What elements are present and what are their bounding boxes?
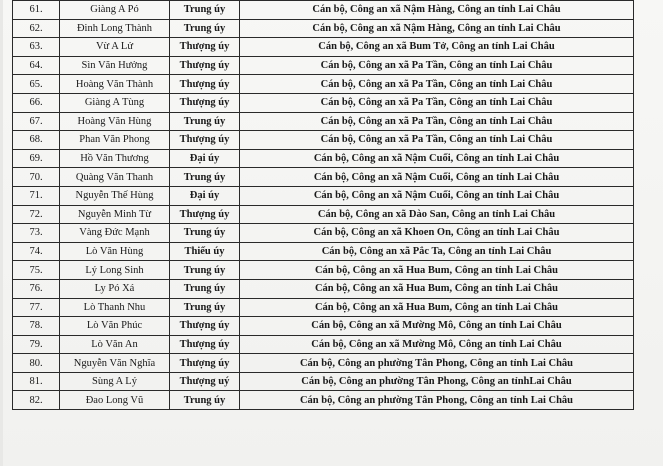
officer-rank: Thượng úy [170,75,240,94]
row-number: 65. [13,75,60,94]
scan-edge [0,0,3,466]
officer-unit: Cán bộ, Công an xã Nậm Hàng, Công an tỉnh Lai Châu [240,19,634,38]
officer-rank: Thiếu úy [170,242,240,261]
officer-name: Sìn Văn Hưởng [60,56,170,75]
officer-rank: Thượng úy [170,56,240,75]
officer-unit: Cán bộ, Công an xã Pa Tần, Công an tỉnh Lai Châu [240,112,634,131]
row-number: 78. [13,317,60,336]
officer-rank: Thượng úy [170,335,240,354]
table-row [13,1,634,20]
red-margin-mark [651,235,659,355]
officer-unit: Cán bộ, Công an xã Pắc Ta, Công an tỉnh Lai Châu [240,242,634,261]
officer-name: Giàng A Pó [60,1,170,20]
row-number: 75. [13,261,60,280]
officer-rank: Thượng úy [170,131,240,150]
table-row [13,242,634,261]
officer-rank: Thượng uý [170,372,240,391]
officer-rank: Trung úy [170,224,240,243]
table-row [13,335,634,354]
officer-unit: Cán bộ, Công an phường Tân Phong, Công an tỉnh Lai Châu [240,354,634,373]
table-row [13,93,634,112]
table-row [13,75,634,94]
officer-unit: Cán bộ, Công an phường Tân Phong, Công an tỉnhLai Châu [240,372,634,391]
officer-unit: Cán bộ, Công an phường Tân Phong, Công an tỉnh Lai Châu [240,391,634,410]
row-number: 74. [13,242,60,261]
officer-unit: Cán bộ, Công an xã Pa Tần, Công an tỉnh Lai Châu [240,75,634,94]
officer-name: Lò Văn Phúc [60,317,170,336]
table-row [13,317,634,336]
table-row [13,38,634,57]
officer-unit: Cán bộ, Công an xã Mường Mô, Công an tỉnh Lai Châu [240,317,634,336]
officer-unit: Cán bộ, Công an xã Khoen On, Công an tỉnh Lai Châu [240,224,634,243]
officer-rank: Trung úy [170,391,240,410]
table-row [13,19,634,38]
officer-rank: Trung úy [170,112,240,131]
table-row [13,168,634,187]
table-row [13,56,634,75]
row-number: 62. [13,19,60,38]
row-number: 73. [13,224,60,243]
officer-rank: Thượng úy [170,317,240,336]
row-number: 70. [13,168,60,187]
table-row [13,205,634,224]
officer-rank: Trung úy [170,1,240,20]
officer-unit: Cán bộ, Công an xã Dào San, Công an tỉnh Lai Châu [240,205,634,224]
table-row [13,261,634,280]
row-number: 61. [13,1,60,20]
table-row [13,372,634,391]
officer-unit: Cán bộ, Công an xã Bum Tở, Công an tỉnh Lai Châu [240,38,634,57]
row-number: 81. [13,372,60,391]
row-number: 77. [13,298,60,317]
officer-unit: Cán bộ, Công an xã Pa Tần, Công an tỉnh Lai Châu [240,93,634,112]
officer-name: Sùng A Lý [60,372,170,391]
officer-name: Quàng Văn Thanh [60,168,170,187]
officer-name: Ly Pó Xá [60,279,170,298]
table-row [13,391,634,410]
officer-rank: Trung úy [170,298,240,317]
officer-unit: Cán bộ, Công an xã Hua Bum, Công an tỉnh Lai Châu [240,279,634,298]
officer-name: Lò Văn An [60,335,170,354]
officer-name: Lò Thanh Nhu [60,298,170,317]
officer-name: Nguyễn Minh Từ [60,205,170,224]
officer-unit: Cán bộ, Công an xã Pa Tần, Công an tỉnh Lai Châu [240,56,634,75]
row-number: 68. [13,131,60,150]
table-row [13,112,634,131]
officer-rank: Thượng úy [170,93,240,112]
officer-unit: Cán bộ, Công an xã Nậm Cuổi, Công an tỉnh Lai Châu [240,149,634,168]
officer-name: Lý Long Sinh [60,261,170,280]
officer-name: Lò Văn Hùng [60,242,170,261]
row-number: 76. [13,279,60,298]
officer-name: Nguyễn Thế Hùng [60,186,170,205]
officer-table [12,0,634,410]
officer-name: Hồ Văn Thương [60,149,170,168]
officer-unit: Cán bộ, Công an xã Hua Bum, Công an tỉnh Lai Châu [240,298,634,317]
row-number: 71. [13,186,60,205]
officer-rank: Đại úy [170,186,240,205]
row-number: 69. [13,149,60,168]
officer-rank: Thượng úy [170,205,240,224]
officer-unit: Cán bộ, Công an xã Pa Tần, Công an tỉnh Lai Châu [240,131,634,150]
officer-unit: Cán bộ, Công an xã Nậm Cuổi, Công an tỉnh Lai Châu [240,168,634,187]
officer-unit: Cán bộ, Công an xã Nậm Hàng, Công an tỉnh Lai Châu [240,1,634,20]
officer-name: Đinh Long Thành [60,19,170,38]
officer-unit: Cán bộ, Công an xã Mường Mô, Công an tỉnh Lai Châu [240,335,634,354]
row-number: 80. [13,354,60,373]
officer-unit: Cán bộ, Công an xã Hua Bum, Công an tỉnh Lai Châu [240,261,634,280]
officer-rank: Trung úy [170,261,240,280]
officer-name: Vàng Đức Mạnh [60,224,170,243]
officer-name: Hoàng Văn Thành [60,75,170,94]
officer-rank: Thượng úy [170,38,240,57]
row-number: 67. [13,112,60,131]
officer-rank: Đại úy [170,149,240,168]
officer-name: Giàng A Tùng [60,93,170,112]
officer-name: Đao Long Vũ [60,391,170,410]
officer-rank: Trung úy [170,19,240,38]
officer-name: Nguyễn Văn Nghĩa [60,354,170,373]
table-row [13,149,634,168]
row-number: 63. [13,38,60,57]
officer-name: Hoàng Văn Hùng [60,112,170,131]
table-row [13,186,634,205]
officer-name: Phan Văn Phong [60,131,170,150]
table-row [13,354,634,373]
table-row [13,279,634,298]
row-number: 82. [13,391,60,410]
officer-rank: Trung úy [170,279,240,298]
table-row [13,298,634,317]
officer-rank: Trung úy [170,168,240,187]
officer-rank: Thượng úy [170,354,240,373]
table-row [13,224,634,243]
row-number: 66. [13,93,60,112]
row-number: 64. [13,56,60,75]
table-row [13,131,634,150]
row-number: 79. [13,335,60,354]
officer-name: Vừ A Lử [60,38,170,57]
officer-unit: Cán bộ, Công an xã Nậm Cuổi, Công an tỉnh Lai Châu [240,186,634,205]
row-number: 72. [13,205,60,224]
